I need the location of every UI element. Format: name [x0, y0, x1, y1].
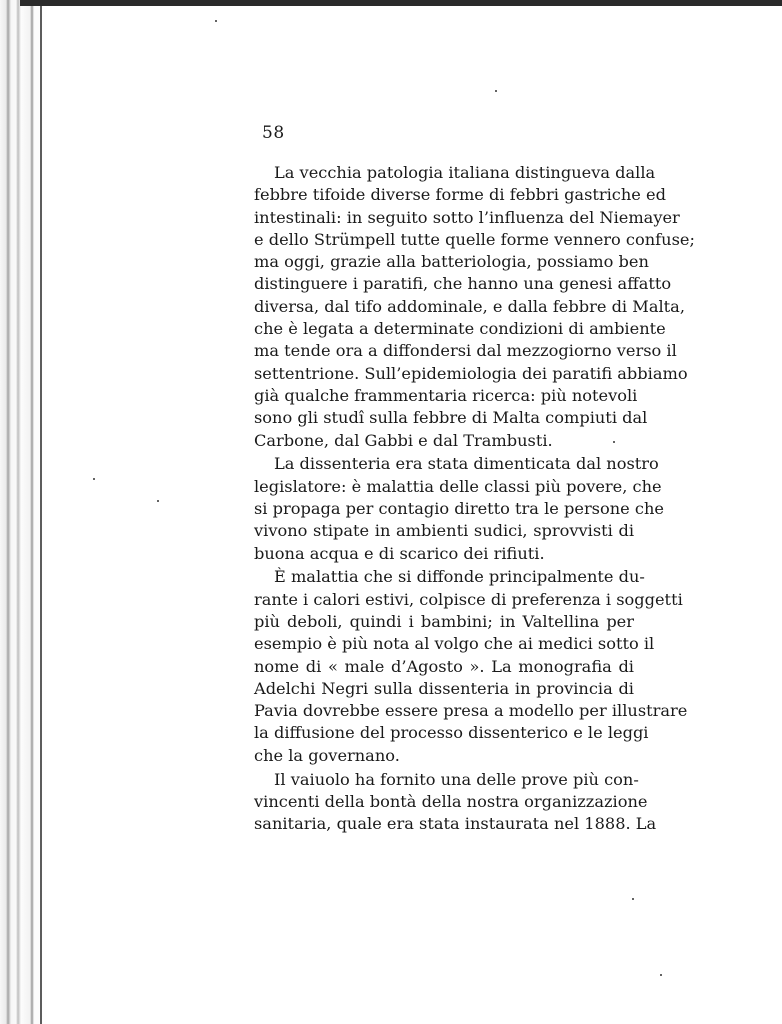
text-line: La dissenteria era stata dimenticata dal nostro — [274, 454, 659, 474]
paper-speck — [215, 20, 217, 22]
paragraph-3 — [254, 566, 688, 767]
text-line: Adelchi Negri sulla dissenteria in provincia di — [254, 678, 634, 698]
text-line: buona acqua e di scarico dei rifiuti. — [254, 543, 545, 563]
text-line: si propaga per contagio diretto tra le persone che — [254, 498, 664, 518]
paper-speck — [660, 974, 662, 976]
text-line: sanitaria, quale era stata instaurata nel 1888. La — [254, 814, 657, 834]
paragraph-4 — [254, 769, 657, 836]
paper-speck — [157, 500, 159, 502]
text-line: vivono stipate in ambienti sudici, sprovvisti di — [254, 521, 634, 541]
text-line: e dello Strümpell tutte quelle forme vennero confuse; — [254, 229, 695, 249]
paper-speck — [495, 90, 497, 92]
text-line: vincenti della bontà della nostra organizzazione — [254, 791, 648, 811]
text-line: la diffusione del processo dissenterico e le leggi — [254, 723, 649, 743]
paper-speck — [93, 478, 95, 480]
text-line: Carbone, dal Gabbi e dal Trambusti. — [254, 430, 553, 450]
paper-speck — [632, 898, 634, 900]
paper-speck — [613, 441, 615, 443]
text-line: più deboli, quindi i bambini; in Valtellina per — [254, 611, 634, 631]
text-line: distinguere i paratifi, che hanno una genesi affatto — [254, 274, 672, 294]
text-line: Pavia dovrebbe essere presa a modello per illustrare — [254, 701, 688, 721]
binding-gutter-line — [40, 0, 42, 1024]
text-line: intestinali: in seguito sotto l’influenza del Niemayer — [254, 207, 680, 227]
text-line: legislatore: è malattia delle classi più povere, che — [254, 476, 662, 496]
text-line: sono gli studî sulla febbre di Malta compiuti dal — [254, 408, 648, 428]
page-number: 58 — [262, 123, 285, 143]
text-line: che è legata a determinate condizioni di ambiente — [254, 319, 666, 339]
text-line: febbre tifoide diverse forme di febbri gastriche ed — [254, 185, 666, 205]
text-line: La vecchia patologia italiana distingueva dalla — [274, 163, 656, 182]
text-line: È malattia che si diffonde principalmente du- — [274, 567, 645, 587]
text-line: già qualche frammentaria ricerca: più notevoli — [254, 385, 638, 405]
text-line: settentrione. Sull’epidemiologia dei paratifi abbiamo — [254, 363, 688, 383]
text-line: rante i calori estivi, colpisce di preferenza i soggetti — [254, 589, 683, 609]
text-line: esempio è più nota al volgo che ai medici sotto il — [254, 634, 655, 654]
text-line: ma tende ora a diffondersi dal mezzogiorno verso il — [254, 341, 677, 361]
paragraph-1 — [254, 162, 695, 452]
text-line: Il vaiuolo ha fornito una delle prove più con- — [274, 769, 639, 789]
page-top-edge — [20, 0, 782, 6]
paragraph-2 — [254, 453, 664, 564]
text-line: nome di « male d’Agosto ». La monografia di — [254, 656, 634, 676]
text-line: diversa, dal tifo addominale, e dalla febbre di Malta, — [254, 296, 685, 316]
text-line: ma oggi, grazie alla batteriologia, possiamo ben — [254, 252, 649, 272]
text-line: che la governano. — [254, 745, 400, 765]
body-text — [254, 162, 695, 837]
